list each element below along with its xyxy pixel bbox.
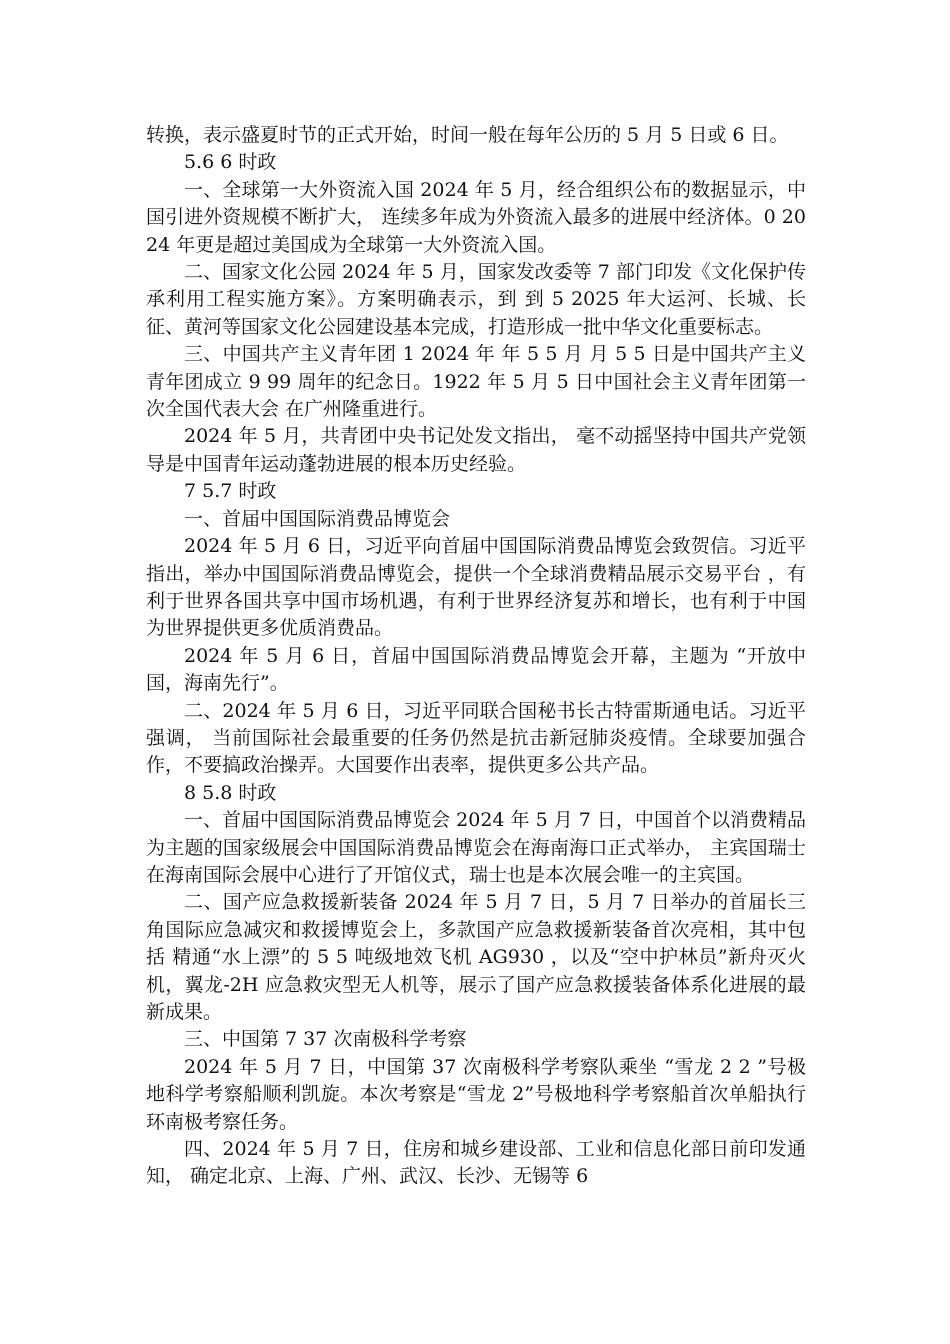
paragraph: 二、国家文化公园 2024 年 5 月，国家发改委等 7 部门印发《文化保护传承利用工程实施方案》。方案明确表示，到 到 5 2025 年大运河、长城、长征、黄河等国家文化公园建设基本完成，打造形成一批中华文化重要标志。 bbox=[146, 261, 806, 338]
paragraph: 一、全球第一大外资流入国 2024 年 5 月，经合组织公布的数据显示，中国引进外资规模不断扩大， 连续多年成为外资流入最多的进展中经济体。0 2024 年更是超过美国成为全球第一大外资流入国。 bbox=[146, 178, 806, 256]
paragraph: 四、2024 年 5 月 7 日，住房和城乡建设部、工业和信息化部日前印发通知， 确定北京、上海、广州、武汉、长沙、无锡等 6 bbox=[146, 1138, 806, 1188]
document-page bbox=[146, 122, 806, 1191]
paragraph: 一、首届中国国际消费品博览会 2024 年 5 月 7 日，中国首个以消费精品为主题的国家级展会中国国际消费品博览会在海南海口正式举办， 主宾国瑞士在海南国际会展中心进行了开馆仪式，瑞士也是本次展会唯一的主宾国。 bbox=[146, 809, 806, 886]
paragraph: 二、2024 年 5 月 6 日，习近平同联合国秘书长古特雷斯通电话。习近平强调， 当前国际社会最重要的任务仍然是抗击新冠肺炎疫情。全球要加强合作，不要搞政治操弄。大国要作出表率，提供更多公共产品。 bbox=[146, 699, 806, 777]
paragraph: 三、中国共产主义青年团 1 2024 年 年 5 5 月 月 5 5 日是中国共产主义青年团成立 9 99 周年的纪念日。1922 年 5 月 5 日中国社会主义青年团第一次全国代表大会 在广州隆重进行。 bbox=[146, 343, 806, 421]
paragraph: 2024 年 5 月 7 日，中国第 37 次南极科学考察队乘坐 “雪龙 2 2 ”号极地科学考察船顺利凯旋。本次考察是“雪龙 2”号极地科学考察船首次单船执行环南极考察任务。 bbox=[146, 1055, 806, 1133]
paragraph: 2024 年 5 月 6 日，习近平向首届中国国际消费品博览会致贺信。习近平指出，举办中国国际消费品博览会，提供一个全球消费精品展示交易平台 ，有利于世界各国共享中国市场机遇，有利于世界经济复苏和增长，也有利于中国为世界提供更多优质消费品。 bbox=[146, 535, 806, 640]
paragraph: 2024 年 5 月，共青团中央书记处发文指出， 毫不动摇坚持中国共产党领导是中国青年运动蓬勃进展的根本历史经验。 bbox=[146, 425, 806, 475]
subsection-heading: 一、首届中国国际消费品博览会 bbox=[184, 507, 451, 530]
section-heading: 5.6 6 时政 bbox=[184, 151, 277, 174]
paragraph: 2024 年 5 月 6 日，首届中国国际消费品博览会开幕，主题为 “开放中国，海南先行”。 bbox=[146, 644, 806, 695]
subsection-heading: 三、中国第 7 37 次南极科学考察 bbox=[184, 1028, 467, 1051]
section-heading: 8 5.8 时政 bbox=[184, 781, 277, 804]
paragraph: 二、国产应急救援新装备 2024 年 5 月 7 日，5 月 7 日举办的首届长三角国际应急减灾和救援博览会上，多款国产应急救援新装备首次亮相，其中包括 精通“水上漂”的 5 5 吨级地效飞机 AG930 ，以及“空中护林员”新舟灭火机，翼龙-2H 应急救灾型无人机等，展示了国产应急救援装备体系化进展的最新成果。 bbox=[146, 891, 806, 1023]
paragraph: 转换，表示盛夏时节的正式开始，时间一般在每年公历的 5 月 5 日或 6 日。 bbox=[146, 124, 789, 146]
section-heading: 7 5.7 时政 bbox=[184, 480, 277, 503]
